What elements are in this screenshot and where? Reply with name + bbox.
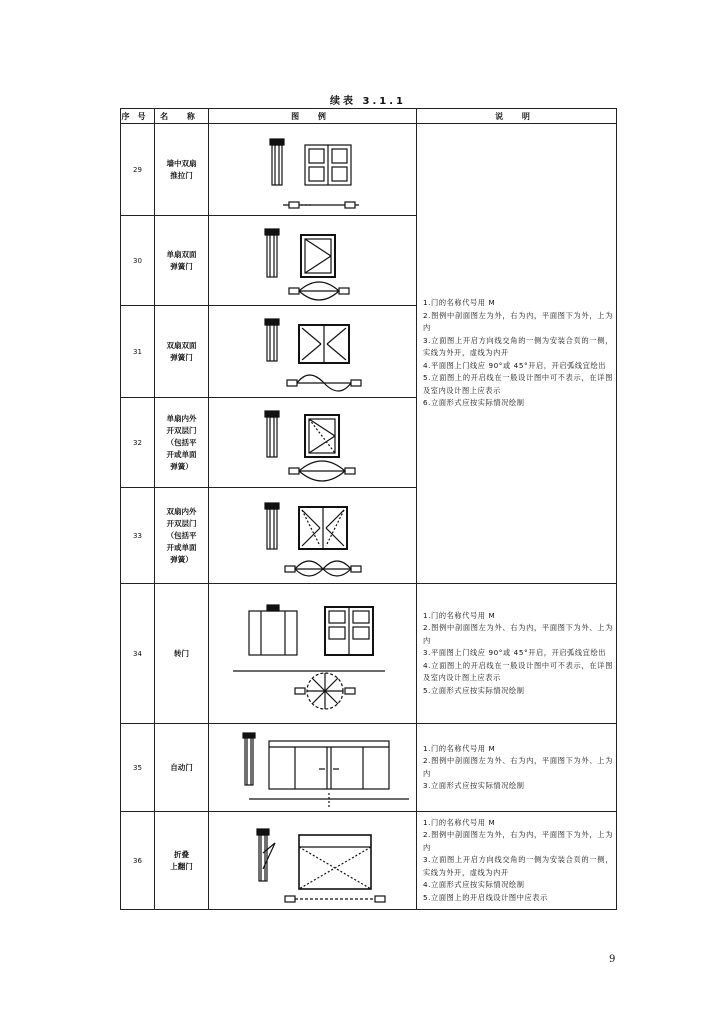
note-line: 3.立面形式应按实际情况绘制 bbox=[423, 781, 525, 790]
page-number: 9 bbox=[609, 954, 616, 965]
note-line: 4.平面图上门线应 90°或 45°开启，开启弧线宜绘出 bbox=[423, 360, 607, 370]
header-no: 序号 bbox=[121, 109, 155, 124]
legend-figure bbox=[209, 398, 417, 488]
legend-figure bbox=[209, 724, 417, 812]
table-title: 续表 3.1.1 bbox=[330, 96, 406, 107]
note-line: 1.门的名称代号用 M bbox=[423, 743, 496, 753]
row-name-text: 双扇内外 开双层门 （包括平 开或单面 弹簧） bbox=[166, 506, 197, 564]
notes-revolving-door bbox=[417, 584, 617, 724]
notes-folding-overhead-door bbox=[417, 812, 617, 910]
row-name bbox=[155, 724, 209, 812]
row-number: 33 bbox=[121, 488, 155, 584]
header-name: 名 称 bbox=[155, 109, 209, 124]
note-line: 3.平面图上门线应 90°或 45°开启，开启弧线宜绘出 bbox=[423, 648, 607, 658]
row-number: 31 bbox=[121, 306, 155, 398]
row-name bbox=[155, 306, 209, 398]
row-number: 36 bbox=[121, 812, 155, 910]
door-legend-table bbox=[120, 108, 617, 910]
row-number: 34 bbox=[121, 584, 155, 724]
row-name-text: 单扇内外 开双层门 （包括平 开或单面 弹簧） bbox=[166, 413, 197, 471]
header-legend: 图 例 bbox=[209, 109, 417, 124]
legend-figure bbox=[209, 812, 417, 910]
single-double-swing-door-drawing bbox=[209, 217, 415, 305]
note-line: 3.立面图上开启方向线交角的一侧为安装合页的一侧，实线为外开，虚线为内开 bbox=[423, 335, 613, 358]
row-name-text: 转门 bbox=[174, 648, 189, 658]
legend-figure bbox=[209, 488, 417, 584]
note-line: 2.图例中剖面图左为外，右为内，平面图下为外，上为内 bbox=[423, 310, 613, 333]
table-header-row bbox=[121, 109, 617, 124]
notes-general bbox=[417, 124, 617, 584]
note-line: 1.门的名称代号用 M bbox=[423, 298, 496, 308]
double-double-swing-door-drawing bbox=[209, 307, 415, 397]
row-name-text: 墙中双扇 推拉门 bbox=[166, 158, 197, 180]
note-line: 2.图例中剖面图左为外、右为内，平面图下为外、上为内 bbox=[423, 756, 613, 778]
notes-automatic-door bbox=[417, 724, 617, 812]
table-row bbox=[121, 124, 617, 216]
legend-figure bbox=[209, 124, 417, 216]
single-double-layer-door-drawing bbox=[209, 399, 415, 487]
double-double-layer-door-drawing bbox=[209, 489, 415, 583]
row-number: 32 bbox=[121, 398, 155, 488]
revolving-door-drawing bbox=[209, 585, 415, 723]
legend-figure bbox=[209, 584, 417, 724]
note-line: 2.图例中剖面图左为外、右为内，平面图下为外、上为内 bbox=[423, 623, 613, 645]
folding-overhead-door-drawing bbox=[209, 813, 415, 909]
row-name bbox=[155, 488, 209, 584]
table-row bbox=[121, 724, 617, 812]
legend-figure bbox=[209, 216, 417, 306]
note-line: 2.图例中剖面图左为外，右为内，平面图下为外，上为内 bbox=[423, 830, 613, 852]
note-line: 5.立面图上的开启线设计图中应表示 bbox=[423, 892, 548, 902]
sliding-door-in-wall-drawing bbox=[209, 125, 415, 215]
note-line: 4.立面形式应按实际情况绘制 bbox=[423, 880, 525, 890]
row-name bbox=[155, 124, 209, 216]
row-number: 35 bbox=[121, 724, 155, 812]
legend-figure bbox=[209, 306, 417, 398]
row-name-text: 折叠 上翻门 bbox=[170, 849, 193, 871]
automatic-door-drawing bbox=[209, 725, 415, 811]
row-name bbox=[155, 812, 209, 910]
note-line: 5.立面形式应按实际情况绘制 bbox=[423, 685, 525, 695]
row-name bbox=[155, 216, 209, 306]
row-name bbox=[155, 398, 209, 488]
note-line: 4.立面图上的开启线在一般设计图中可不表示，在详图及室内设计图上应表示 bbox=[423, 660, 613, 683]
row-name bbox=[155, 584, 209, 724]
note-line: 1.门的名称代号用 M bbox=[423, 610, 496, 620]
row-name-text: 单扇双面 弹簧门 bbox=[166, 249, 197, 271]
header-description: 说 明 bbox=[417, 109, 617, 124]
note-line: 5.立面图上的开启线在一般设计图中可不表示，在详图及室内设计图上应表示 bbox=[423, 373, 613, 395]
row-name-text: 自动门 bbox=[170, 762, 193, 772]
row-name-text: 双扇双面 弹簧门 bbox=[166, 340, 197, 362]
table-row bbox=[121, 584, 617, 724]
note-line: 1.门的名称代号用 M bbox=[423, 817, 496, 827]
row-number: 29 bbox=[121, 124, 155, 216]
row-number: 30 bbox=[121, 216, 155, 306]
note-line: 6.立面形式应按实际情况绘制 bbox=[423, 398, 525, 408]
note-line: 3.立面图上开启方向线交角的一侧为安装合页的一侧，实线为外开，虚线为内开 bbox=[423, 855, 613, 877]
table-row bbox=[121, 812, 617, 910]
